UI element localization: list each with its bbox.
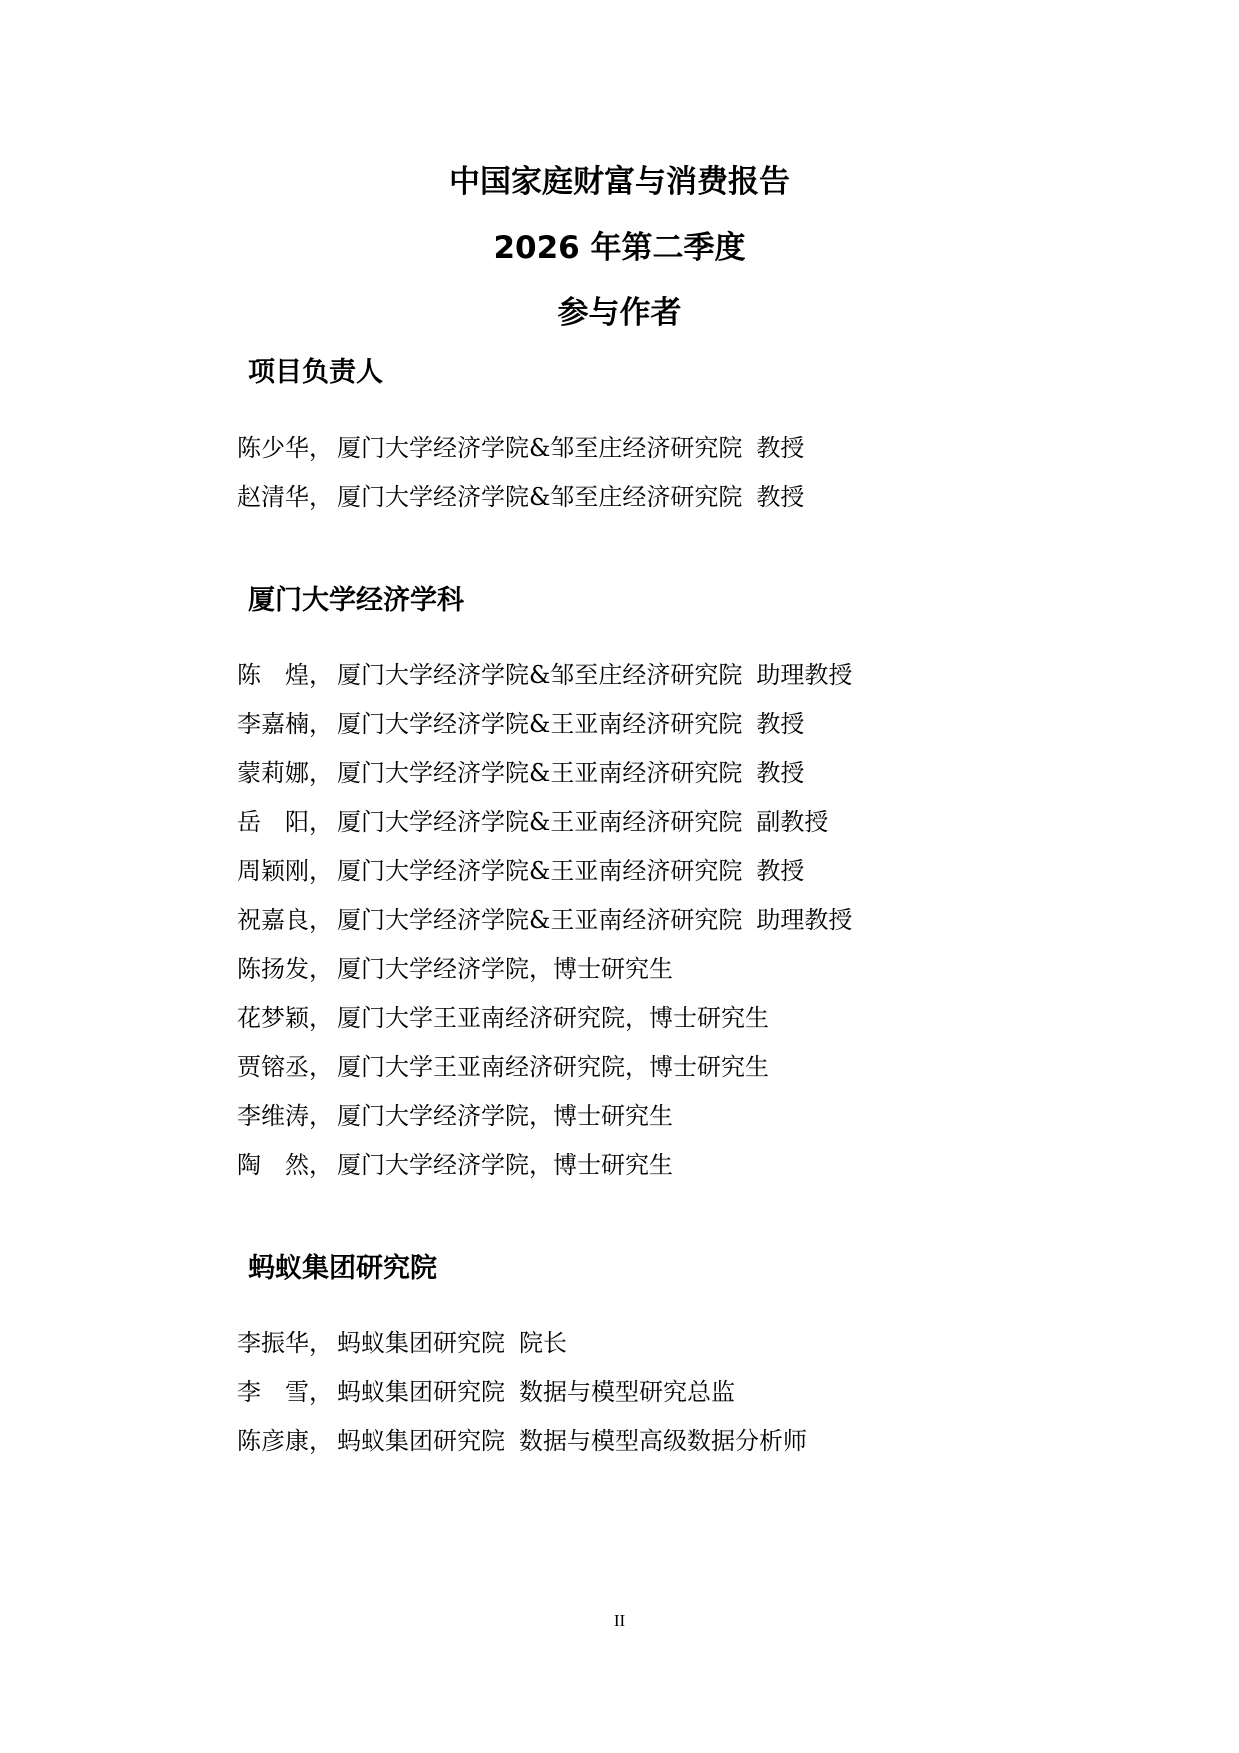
contributor-row [237, 1099, 673, 1133]
contributor-row [237, 1375, 735, 1409]
name-separator: ， [309, 857, 333, 885]
contributor-name: 李雪 [237, 1378, 309, 1406]
contributor-role: 教授 [756, 710, 805, 738]
contributor-role: 教授 [756, 759, 805, 787]
section-heading-xmu-economics: 厦门大学经济学科 [248, 585, 464, 616]
name-separator: ， [309, 906, 333, 934]
name-separator: ， [309, 1004, 333, 1032]
contributor-affiliation: 厦门大学经济学院，博士研究生 [337, 1151, 673, 1179]
contributor-role: 数据与模型研究总监 [519, 1378, 735, 1406]
contributor-affiliation: 厦门大学王亚南经济研究院，博士研究生 [337, 1053, 769, 1081]
contributor-row [237, 756, 804, 790]
contributor-affiliation: 厦门大学经济学院&王亚南经济研究院 [337, 808, 743, 836]
contributor-name: 李维涛 [237, 1102, 309, 1130]
contributor-row [237, 707, 804, 741]
contributor-name: 李嘉楠 [237, 710, 309, 738]
name-separator: ， [309, 434, 333, 462]
contributor-affiliation: 厦门大学经济学院&邹至庄经济研究院 [337, 434, 743, 462]
name-separator: ， [309, 1102, 333, 1130]
name-separator: ， [309, 1053, 333, 1081]
contributor-row [237, 1148, 673, 1182]
contributor-name: 陈煌 [237, 661, 309, 689]
contributor-affiliation: 厦门大学经济学院&邹至庄经济研究院 [337, 661, 743, 689]
contributor-role: 教授 [756, 483, 805, 511]
contributor-name: 花梦颖 [237, 1004, 309, 1032]
contributor-role: 助理教授 [756, 906, 853, 934]
contributor-affiliation: 厦门大学经济学院&王亚南经济研究院 [337, 857, 743, 885]
contributor-name: 李振华 [237, 1329, 309, 1357]
contributor-name: 陈彦康 [237, 1427, 309, 1455]
section-heading-project-leads: 项目负责人 [248, 357, 383, 388]
contributor-row [237, 1001, 769, 1035]
contributor-affiliation: 蚂蚁集团研究院 [337, 1329, 505, 1357]
contributor-affiliation: 厦门大学经济学院，博士研究生 [337, 1102, 673, 1130]
name-separator: ， [309, 1378, 333, 1406]
contributor-row [237, 1424, 807, 1458]
contributor-row [237, 480, 804, 514]
name-separator: ， [309, 1151, 333, 1179]
contributor-row [237, 1326, 567, 1360]
contributor-affiliation: 厦门大学经济学院&邹至庄经济研究院 [337, 483, 743, 511]
contributors-title: 参与作者 [557, 295, 682, 331]
contributor-name: 赵清华 [237, 483, 309, 511]
contributor-role: 数据与模型高级数据分析师 [519, 1427, 807, 1455]
name-separator: ， [309, 661, 333, 689]
contributor-row [237, 952, 673, 986]
contributor-row [237, 1050, 769, 1084]
name-separator: ， [309, 759, 333, 787]
page-number: II [613, 1611, 626, 1630]
contributor-role: 助理教授 [756, 661, 853, 689]
contributor-name: 岳阳 [237, 808, 309, 836]
name-separator: ， [309, 1329, 333, 1357]
contributor-name: 蒙莉娜 [237, 759, 309, 787]
contributor-row [237, 658, 852, 692]
contributor-row [237, 431, 804, 465]
contributor-name: 陶然 [237, 1151, 309, 1179]
name-separator: ， [309, 1427, 333, 1455]
report-period: 2026 年第二季度 [493, 230, 746, 266]
contributor-row [237, 903, 852, 937]
contributor-affiliation: 厦门大学经济学院&王亚南经济研究院 [337, 710, 743, 738]
contributor-affiliation: 厦门大学经济学院&王亚南经济研究院 [337, 759, 743, 787]
contributor-name: 贾镕丞 [237, 1053, 309, 1081]
contributor-name: 陈扬发 [237, 955, 309, 983]
contributor-affiliation: 蚂蚁集团研究院 [337, 1427, 505, 1455]
contributor-role: 教授 [756, 857, 805, 885]
contributor-role: 院长 [519, 1329, 567, 1357]
contributor-affiliation: 厦门大学经济学院，博士研究生 [337, 955, 673, 983]
contributor-row [237, 805, 828, 839]
contributor-name: 陈少华 [237, 434, 309, 462]
section-heading-ant-group-research: 蚂蚁集团研究院 [248, 1253, 437, 1284]
contributor-row [237, 854, 804, 888]
contributor-affiliation: 厦门大学经济学院&王亚南经济研究院 [337, 906, 743, 934]
name-separator: ， [309, 808, 333, 836]
contributor-role: 副教授 [756, 808, 829, 836]
name-separator: ， [309, 710, 333, 738]
name-separator: ， [309, 955, 333, 983]
contributor-name: 祝嘉良 [237, 906, 309, 934]
contributor-name: 周颖刚 [237, 857, 309, 885]
name-separator: ， [309, 483, 333, 511]
contributor-affiliation: 厦门大学王亚南经济研究院，博士研究生 [337, 1004, 769, 1032]
report-title: 中国家庭财富与消费报告 [449, 164, 790, 200]
contributor-affiliation: 蚂蚁集团研究院 [337, 1378, 505, 1406]
contributor-role: 教授 [756, 434, 805, 462]
